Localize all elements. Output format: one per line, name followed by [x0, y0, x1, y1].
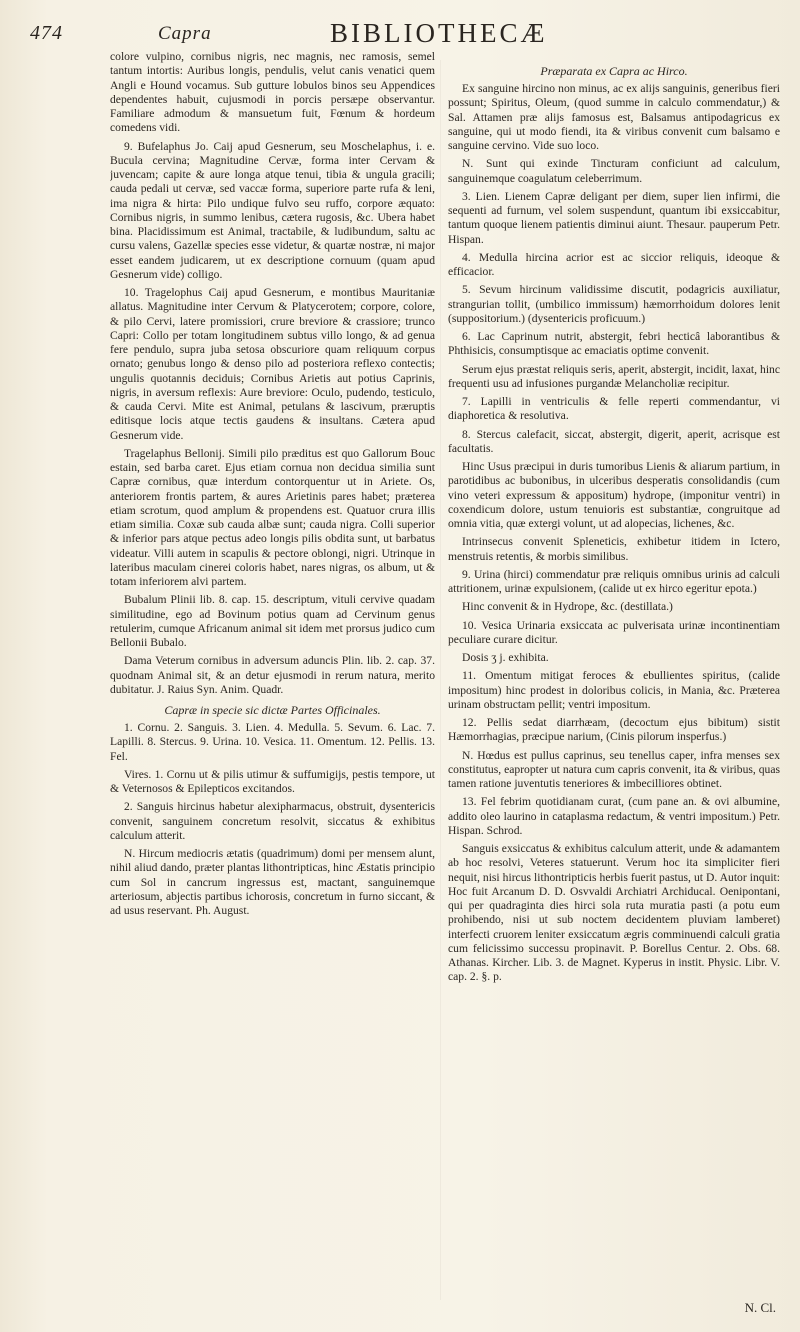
- paragraph: N. Hœdus est pullus caprinus, seu tenellus caper, infra menses sex constitutus, eapropter ut natura cum capris convenit, ita & viribus, quas tamen ratione juventutis teneriores & imbecilliores obtinet.: [448, 748, 780, 790]
- paragraph: 4. Medulla hircina acrior est ac siccior reliquis, ideoque & efficacior.: [448, 250, 780, 278]
- paragraph: Dosis ʒ j. exhibita.: [462, 651, 549, 664]
- paragraph: Intrinsecus convenit Spleneticis, exhibetur itidem in Ictero, menstruis retentis, & morbis similibus.: [448, 535, 780, 563]
- paragraph: 12. Pellis sedat diarrhæam, (decoctum ejus bibitum) sistit Hæmorrhagias, præcipue narium, (Cinis pilorum insperfus.): [448, 716, 780, 744]
- paragraph: 10. Tragelophus Caij apud Gesnerum, e montibus Mauritaniæ allatus. Magnitudine inter Cervum & Platycerotem; corpore, colore, & pilo Cervi, latere promissiori, crure breviore & crassiore; trunco Capri: Collo per totam longitudinem subtus villo longo, & ad genua fere pendulo, supra juba setosa obscuriore quam reliquum corpus ornato; genubus longo & denso pilo ad posteriora reflexo contectis; ungulis quotannis deciduis; Cornibus Arietis aut potius Caprinis, nigris, in aversum reflexis: Aure breviore: Oculo, pudendo, testiculo, & cauda Cervi. Mite est Animal, petulans & lascivum, præruptis editisque locis atque tectis gaudens & insultans. Cætera apud Gesnerum vide.: [110, 286, 435, 442]
- section-heading: Præparata ex Capra ac Hirco.: [540, 64, 688, 78]
- paragraph: colore vulpino, cornibus nigris, nec magnis, nec ramosis, semel tantum intortis: Auribus longis, pendulis, velut canis venatici quem Angli e Hound vocamus. Sub gutture lobulos binos seu Appendices dependentes habuit, cujusmodi in porcis persæpe observantur. Familiare admodum & mansuetum fuit, Fœnum & hordeum comedens vidi.: [110, 50, 435, 135]
- paragraph: 1. Cornu. 2. Sanguis. 3. Lien. 4. Medulla. 5. Sevum. 6. Lac. 7. Lapilli. 8. Stercus. 9. Urina. 10. Vesica. 11. Omentum. 12. Pellis. 13. Fel.: [110, 721, 435, 763]
- paragraph: 8. Stercus calefacit, siccat, abstergit, digerit, aperit, acrisque est facultatis.: [448, 427, 780, 455]
- paragraph: 13. Fel febrim quotidianam curat, (cum pane an. & ovi albumine, addito oleo laurino in cataplasma redactum, & ventri impositum.) Petr. Hispan. Schrod.: [448, 795, 780, 837]
- paragraph: Bubalum Plinii lib. 8. cap. 15. descriptum, vituli cervive quadam similitudine, ego ad Bovinum potius quam ad Cervinum genus retulerim, cumque Africanum animal sit idem met prorsus judico cum Bellonii Bubalo.: [110, 593, 435, 649]
- paragraph: Hinc convenit & in Hydrope, &c. (destillata.): [462, 600, 673, 614]
- paragraph: N. Sunt qui exinde Tincturam conficiunt ad calculum, sanguinemque coagulatum celeberrimum.: [448, 157, 780, 185]
- paragraph: N. Hircum mediocris ætatis (quadrimum) domi per mensem alunt, nihil aliud dando, præter plantas lithontripticas, hinc Æstatis principio cum Sol in cancrum ingressus est, mactant, sanguinemque arteriosum, abjectis partibus ichorosis, concretum in furno siccant, & ad usus reservant. Ph. August.: [110, 847, 435, 917]
- left-column: [110, 50, 435, 1302]
- running-header: [30, 18, 772, 48]
- column-gutter: [440, 60, 441, 1300]
- paragraph: 9. Urina (hirci) commendatur præ reliquis omnibus urinis ad calculi attritionem, urinæ expulsionem, (calide ut ex hirco egeritur epota.): [448, 567, 780, 595]
- paragraph: Ex sanguine hircino non minus, ac ex alijs sanguinis, generibus fieri possunt; Spiritus, Oleum, (quod summe in calculo commendatur,) & Sal. Attamen præ alijs famosus est, Balsamus antipodagricus ex sanguine, qui ut modo fiendi, ita & viribus convenit cum balsamo e sanguine cervino. Vide suo loco.: [448, 82, 780, 152]
- catchword: N. Cl.: [744, 1300, 776, 1315]
- paragraph: Serum ejus præstat reliquis seris, aperit, abstergit, incidit, laxat, hinc frequenti usu ad infusiones purgandæ Melancholiæ recipitur.: [448, 362, 780, 390]
- paragraph: Hinc Usus præcipui in duris tumoribus Lienis & aliarum partium, in parotidibus ac bubonibus, in ulceribus desperatis consolidandis (cum vino veteri expressum & appositum) hydrope, (imponitur ventri) in coxendicum dolore, ustum tenuioris est substantiæ, congruitque ad omnia vitia, quæ extergi volunt, ut ad alopecias, lichenes, &c.: [448, 460, 780, 530]
- page-title: BIBLIOTHECÆ: [330, 18, 548, 48]
- paragraph: Vires. 1. Cornu ut & pilis utimur & suffumigijs, pestis tempore, ut & Veternosos & Epilepticos excitandos.: [110, 767, 435, 795]
- paragraph: Tragelaphus Bellonij. Simili pilo præditus est quo Gallorum Bouc estain, sed barba caret. Ejus etiam cornua non decidua similia sunt Capræ cornibus, quæ interdum contorquentur ut in Ariete. Os, anteriorem frontis partem, & aures Arietinis pares habet; præterea etiam scrotum, quod amplum & propendens est. Quatuor crura illis etiam similia. Coxæ sub cauda albæ sunt; cauda nigra. Colli superior & inferior pars atque pectus adeo longis pilis obdita sunt, ut barbatus videatur. Villi autem in scapulis & pectore oblongi, nigri. Utrinque in lateribus maculam cinerei coloris habet, nares nigras, os album, ut & totam inferiorem alvi partem.: [110, 446, 435, 588]
- paragraph: Dama Veterum cornibus in adversum aduncis Plin. lib. 2. cap. 37. quodnam Animal sit, & an detur ejusmodi in rerum natura, merito dubitatur. J. Raius Syn. Anim. Quadr.: [110, 654, 435, 696]
- paragraph: 11. Omentum mitigat feroces & ebullientes spiritus, (calide impositum) hinc prodest in doloribus colicis, in Mania, &c. Præterea urinam obstructam pellit; ventri impositum.: [448, 669, 780, 711]
- paragraph: Sanguis exsiccatus & exhibitus calculum atterit, unde & adamantem ab hoc resolvi, Veteres statuerunt. Verum hoc ita simpliciter fieri nequit, nisi hircus lithontripticis herbis fuerit pastus, ut D. Autor inquit: Hoc fuit Arcanum D. D. Osvvaldi Archiatri Archiducal. Oenipontani, qui per quadraginta dies hirci sola ruta muratia pasti (a potu eum prohibendo, nisi ut sub noctem decidentem pluviam lamberet) interfecti cruorem leniter exsiccatum ægris comminuendi calculi gratia cum felicissimo successu propinavit. P. Borellus Centur. 2. Obs. 68. Athanas. Kircher. Lib. 3. de Magnet. Kyperus in instit. Physic. Libr. V. cap. 2. §. p.: [448, 842, 780, 984]
- paragraph: 7. Lapilli in ventriculis & felle reperti commendantur, vi diaphoretica & resolutiva.: [448, 395, 780, 423]
- paragraph: 3. Lien. Lienem Capræ deligant per diem, super lien infirmi, die sequenti ad furnum, vel solem suspendunt, quantum ibi exsiccabitur, tantum quoque lienem patientis diminui aiunt. Thesaur. pauperum Petr. Hispan.: [448, 189, 780, 246]
- paragraph: 2. Sanguis hircinus habetur alexipharmacus, obstruit, dysentericis convenit, sanguinem concretum resolvit, siccatus & exhibitus calculum atterit.: [110, 800, 435, 842]
- paragraph: 6. Lac Caprinum nutrit, abstergit, febri hecticâ laborantibus & Phthisicis, consumptisque ac emaciatis optime convenit.: [448, 330, 780, 358]
- right-column: [448, 58, 780, 1302]
- paragraph: 10. Vesica Urinaria exsiccata ac pulverisata urinæ incontinentiam peculiare curare dicitur.: [448, 618, 780, 646]
- page-number: 474: [30, 22, 63, 44]
- running-head: Capra: [158, 23, 212, 44]
- paragraph: 5. Sevum hircinum validissime discutit, podagricis auxiliatur, strangurian tollit, (umbilico immissum) hæmorrhoidum dolores lenit (suppositorium.) (dysentericis proficuum.): [448, 283, 780, 325]
- section-subheading: Capræ in specie sic dictæ Partes Officinales.: [164, 703, 381, 717]
- paragraph: 9. Bufelaphus Jo. Caij apud Gesnerum, seu Moschelaphus, i. e. Bucula cervina; Magnitudine Cervæ, forma inter Cervam & juvencam; capite & aure longa atque tenui, tibia & ungula gracili; cauda pedali ut cervæ, sed vaccæ forma, superiore parte rufa & leni, ima nigra & hirta: Pilo undique fulvo seu ruffo, corpore æquato: Cornibus nigris, in summo lenibus, cætera rugosis, &c. Ubera habet bina. Placidissimum est Animal, tractabile, & ludibundum, saltu ac cursu valens, Gazellæ species esse videtur, & quartæ nostræ, ni major esset eandem judicarem, ut ex descriptione cornuum (quam apud Gesnerum vide) colligo.: [110, 139, 435, 281]
